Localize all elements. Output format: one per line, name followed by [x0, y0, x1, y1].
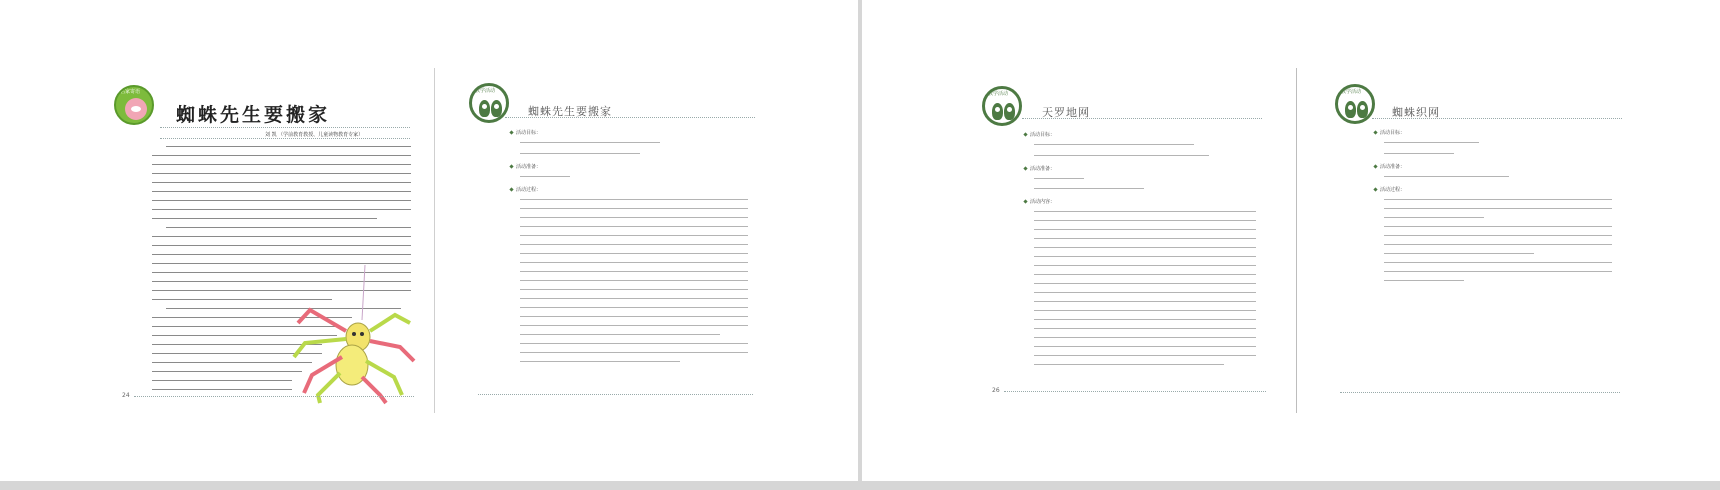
activity-badge-icon: 教学活动 — [469, 83, 509, 123]
title-rule — [160, 127, 410, 128]
header-rule — [160, 138, 410, 139]
page-number: 26 — [992, 387, 1000, 394]
section-heading: 活动过程： — [510, 186, 541, 193]
section-heading: 活动过程： — [1374, 186, 1405, 193]
section-heading: 活动目标： — [1374, 129, 1405, 136]
page-gutter — [1296, 68, 1297, 413]
title-rule — [1022, 118, 1262, 119]
slide-2 — [862, 0, 1720, 481]
section-heading: 活动准备： — [1024, 165, 1055, 172]
section-heading: 活动内容： — [1024, 198, 1055, 205]
section-heading: 活动目标： — [510, 129, 541, 136]
footer-rule — [134, 396, 414, 397]
spider-illustration — [290, 265, 420, 405]
footer-rule — [1340, 392, 1620, 393]
section-heading: 活动目标： — [1024, 131, 1055, 138]
page-gutter — [434, 68, 435, 413]
page-number: 24 — [122, 392, 130, 399]
page-title: 蜘蛛先生要搬家 — [176, 104, 331, 126]
footer-rule — [478, 394, 753, 395]
footer-rule — [1004, 391, 1266, 392]
author-badge-icon: 名家寄语 — [114, 85, 154, 125]
activity-badge-icon: 教学活动 — [982, 86, 1022, 126]
section-heading: 活动准备： — [510, 163, 541, 170]
activity-badge-icon: 教学活动 — [1335, 84, 1375, 124]
page-title: 天罗地网 — [1042, 106, 1090, 119]
title-rule — [1372, 118, 1622, 119]
page-title: 蜘蛛先生要搬家 — [528, 105, 612, 118]
page-title: 蜘蛛织网 — [1392, 106, 1440, 119]
author-line: 刘 凯 （学前教育教授、儿童读物教育专家） — [265, 132, 364, 138]
section-heading: 活动准备： — [1374, 163, 1405, 170]
title-rule — [505, 117, 755, 118]
slide-1 — [0, 0, 858, 481]
